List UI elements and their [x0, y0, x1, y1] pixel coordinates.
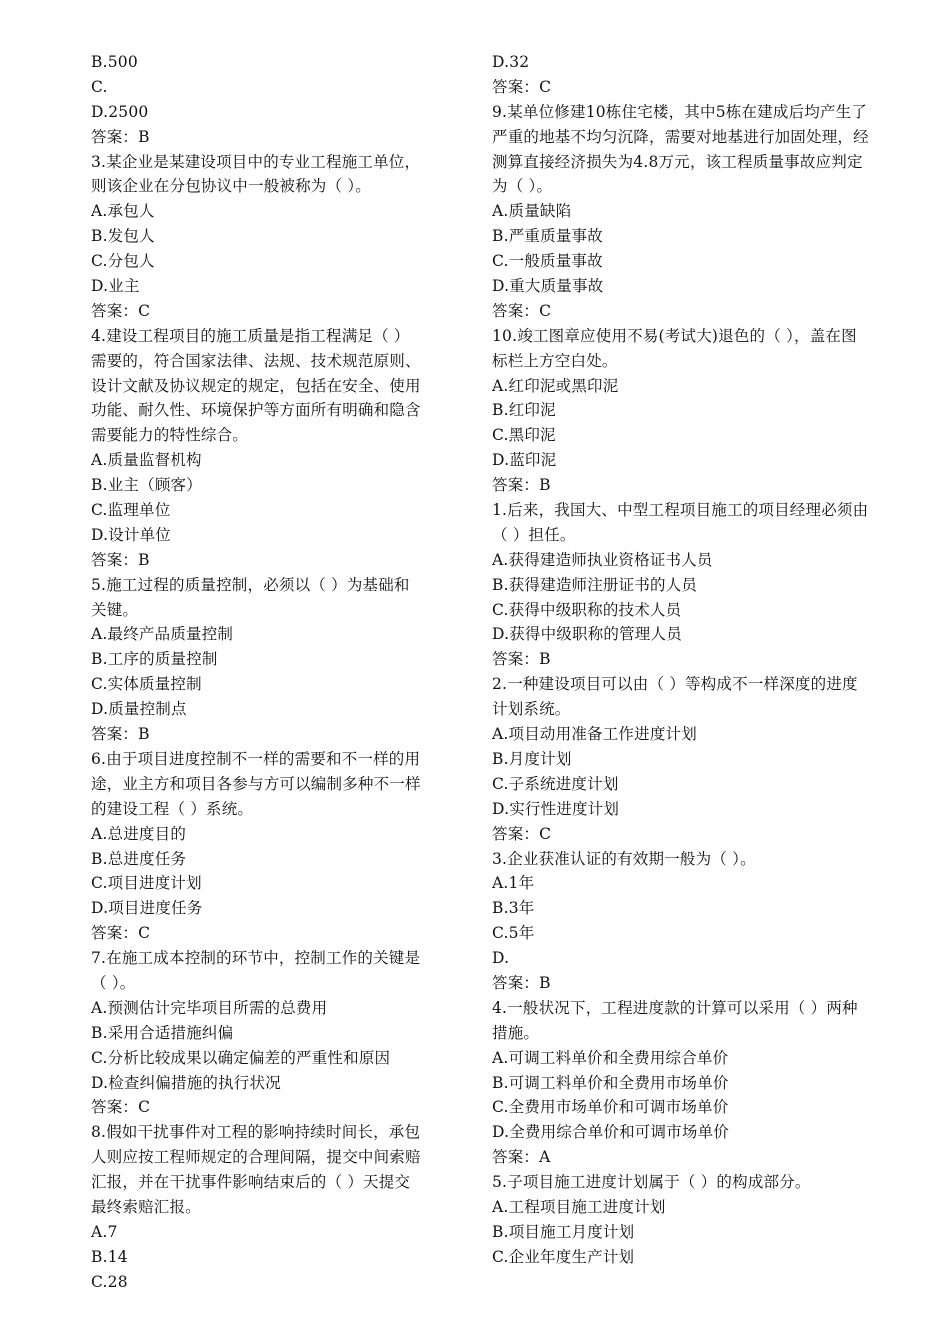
text-line: 需要能力的特性综合。 [91, 426, 249, 445]
text-line: A.工程项目施工进度计划 [492, 1197, 666, 1216]
text-line: D.重大质量事故 [492, 277, 604, 296]
text-line: B.14 [91, 1247, 128, 1266]
left-column [91, 50, 451, 1295]
text-line: A.1年 [492, 874, 535, 893]
text-line: 措施。 [492, 1023, 540, 1042]
text-line: 8.假如干扰事件对工程的影响持续时间长，承包 [91, 1123, 421, 1142]
text-line: 4.一般状况下，工程进度款的计算可以采用（ ）两种 [492, 998, 858, 1017]
text-line: C.项目进度计划 [91, 874, 202, 893]
text-line: D.获得中级职称的管理人员 [492, 625, 682, 644]
text-line: 5.子项目施工进度计划属于（ ）的构成部分。 [492, 1173, 811, 1192]
text-line: 严重的地基不均匀沉降，需要对地基进行加固处理，经 [492, 127, 869, 146]
text-line: 计划系统。 [492, 700, 571, 719]
text-line: A.总进度目的 [91, 824, 187, 843]
text-line: A.获得建造师执业资格证书人员 [492, 550, 713, 569]
text-line: B.总进度任务 [91, 849, 187, 868]
text-line: 则该企业在分包协议中一般被称为（ ）。 [91, 177, 371, 196]
text-line: 答案：B [91, 550, 150, 569]
text-line: B.发包人 [91, 227, 155, 246]
text-line: D.质量控制点 [91, 700, 187, 719]
text-line: B.500 [91, 53, 138, 71]
text-line: D.业主 [91, 277, 140, 296]
text-line: 人则应按工程师规定的合理间隔，提交中间索赔 [91, 1148, 421, 1167]
text-line: 最终索赔汇报。 [91, 1197, 201, 1216]
text-line: 7.在施工成本控制的环节中，控制工作的关键是 [91, 949, 421, 968]
text-line: B.红印泥 [492, 401, 556, 420]
text-line: 答案：B [91, 127, 150, 146]
text-line: B.月度计划 [492, 749, 572, 768]
text-line: 答案：C [492, 77, 552, 96]
text-line: A.质量缺陷 [492, 202, 572, 221]
text-line: B.业主（顾客） [91, 476, 202, 495]
text-line: 关键。 [91, 600, 139, 619]
text-line: D. [492, 949, 510, 968]
text-line: 答案：C [492, 824, 552, 843]
text-line: D.32 [492, 53, 530, 71]
text-line: 4.建设工程项目的施工质量是指工程满足（ ） [91, 326, 410, 345]
text-line: D.项目进度任务 [91, 899, 203, 918]
text-line: B.获得建造师注册证书的人员 [492, 575, 698, 594]
text-line: 途，业主方和项目各参与方可以编制多种不一样 [91, 774, 421, 793]
text-line: C.监理单位 [91, 501, 171, 520]
text-line: A.质量监督机构 [91, 451, 202, 470]
text-line: A.可调工料单价和全费用综合单价 [492, 1048, 729, 1067]
text-line: 功能、耐久性、环境保护等方面所有明确和隐含 [91, 401, 421, 420]
text-line: 3.企业获准认证的有效期一般为（ ）。 [492, 849, 756, 868]
text-line: 答案：A [492, 1148, 551, 1167]
text-line: A.预测估计完毕项目所需的总费用 [91, 998, 328, 1017]
right-column [492, 50, 904, 1270]
text-line: 设计文献及协议规定的规定，包括在安全、使用 [91, 376, 421, 395]
text-line: 答案：B [492, 973, 551, 992]
text-line: 需要的，符合国家法律、法规、技术规范原则、 [91, 351, 421, 370]
text-line: B.3年 [492, 899, 535, 918]
text-line: 汇报，并在干扰事件影响结束后的（ ）天提交 [91, 1173, 411, 1192]
text-line: D.全费用综合单价和可调市场单价 [492, 1123, 730, 1142]
text-line: 标栏上方空白处。 [492, 351, 618, 370]
text-line: D.2500 [91, 102, 149, 121]
text-line: 1.后来，我国大、中型工程项目施工的项目经理必须由 [492, 501, 869, 520]
text-line: 10.竣工图章应使用不易(考试大)退色的（ ），盖在图 [492, 326, 857, 345]
text-line: B.工序的质量控制 [91, 650, 218, 669]
text-line: B.严重质量事故 [492, 227, 603, 246]
text-line: B.项目施工月度计划 [492, 1222, 635, 1241]
text-line: 的建设工程（ ）系统。 [91, 799, 254, 818]
text-line: 5.施工过程的质量控制，必须以（ ）为基础和 [91, 575, 410, 594]
text-line: D.蓝印泥 [492, 451, 557, 470]
text-line: A.承包人 [91, 202, 155, 221]
text-line: 答案：C [91, 301, 151, 320]
text-line: C.企业年度生产计划 [492, 1247, 635, 1266]
text-line: A.7 [91, 1222, 118, 1241]
text-line: 3.某企业是某建设项目中的专业工程施工单位， [91, 152, 421, 171]
text-line: C.子系统进度计划 [492, 774, 619, 793]
text-line: B.可调工料单价和全费用市场单价 [492, 1073, 729, 1092]
text-line: （ ）担任。 [492, 525, 576, 544]
text-line: C.获得中级职称的技术人员 [492, 600, 682, 619]
text-line: D.实行性进度计划 [492, 799, 620, 818]
text-line: B.采用合适措施纠偏 [91, 1023, 234, 1042]
text-line: 答案：B [91, 725, 150, 744]
text-line: C.分析比较成果以确定偏差的严重性和原因 [91, 1048, 391, 1067]
text-line: C. [91, 77, 108, 96]
text-line: A.红印泥或黑印泥 [492, 376, 619, 395]
text-line: 9.某单位修建10栋住宅楼，其中5栋在建成后均产生了 [492, 102, 868, 121]
text-line: 答案：B [492, 476, 551, 495]
text-line: A.最终产品质量控制 [91, 625, 234, 644]
text-line: 为（ ）。 [492, 177, 553, 196]
text-line: C.一般质量事故 [492, 252, 603, 271]
text-line: 答案：C [91, 924, 151, 943]
text-line: A.项目动用准备工作进度计划 [492, 725, 697, 744]
text-line: C.实体质量控制 [91, 675, 202, 694]
text-line: D.设计单位 [91, 525, 172, 544]
text-line: C.分包人 [91, 252, 155, 271]
text-line: C.黑印泥 [492, 426, 556, 445]
text-line: 答案：C [492, 301, 552, 320]
text-line: C.5年 [492, 924, 535, 943]
text-line: 答案：B [492, 650, 551, 669]
text-line: D.检查纠偏措施的执行状况 [91, 1073, 281, 1092]
text-line: 答案：C [91, 1098, 151, 1117]
text-line: 测算直接经济损失为4.8万元，该工程质量事故应判定 [492, 152, 863, 171]
text-line: （ ）。 [91, 973, 136, 992]
text-line: C.全费用市场单价和可调市场单价 [492, 1098, 729, 1117]
text-line: 2.一种建设项目可以由（ ）等构成不一样深度的进度 [492, 675, 858, 694]
text-line: 6.由于项目进度控制不一样的需要和不一样的用 [91, 749, 421, 768]
text-line: C.28 [91, 1272, 128, 1291]
